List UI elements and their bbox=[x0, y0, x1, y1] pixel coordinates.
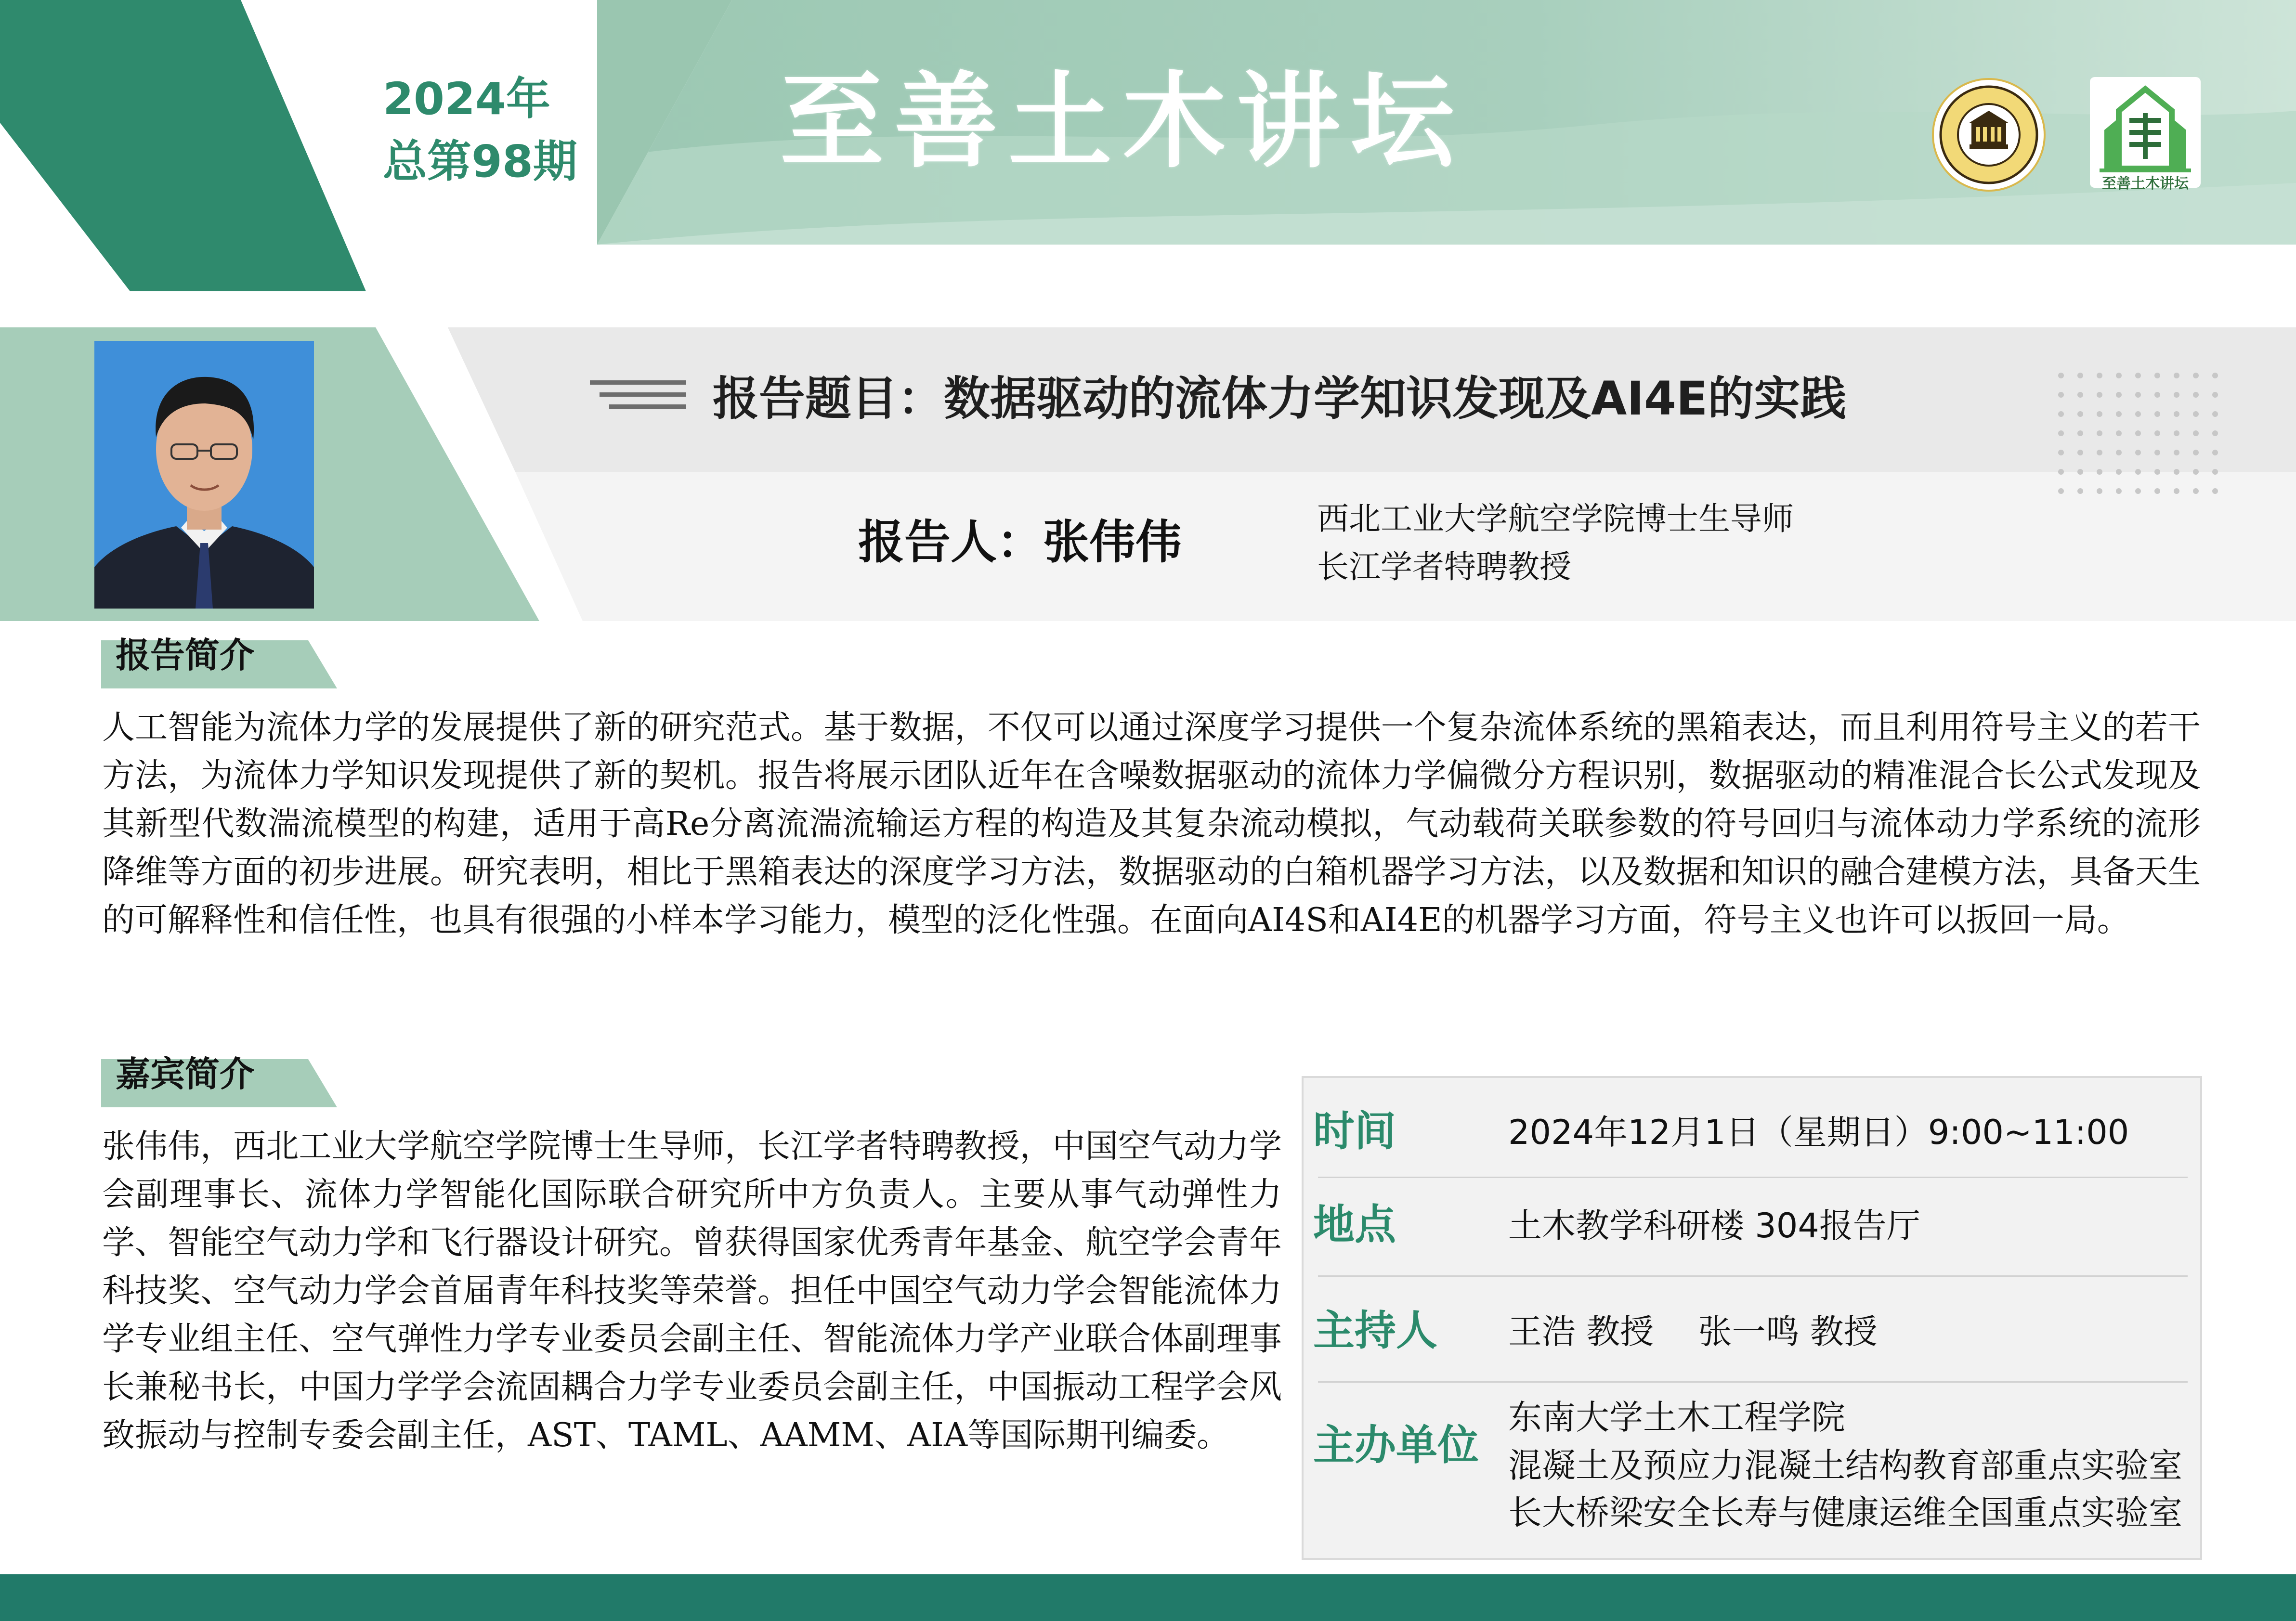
organizer-line-2: 混凝土及预应力混凝土结构教育部重点实验室 bbox=[1508, 1446, 2182, 1485]
speaker-photo bbox=[94, 341, 314, 609]
speaker-affiliation: 西北工业大学航空学院博士生导师 bbox=[1317, 500, 1794, 537]
bio-title: 嘉宾简介 bbox=[116, 1054, 255, 1094]
abstract-text: 人工智能为流体力学的发展提供了新的研究范式。基于数据，不仅可以通过深度学习提供一个复杂流体系统的黑箱表达，而且利用符号主义的若干方法，为流体力学知识发现提供了新的契机。报告将展示团队近年在含噪数据驱动的流体力学偏微分方程识别，数据驱动的精准混合长公式发现及其新型代数湍流模型的构建，适用于高Re分离流湍流输运方程的构造及其复杂流动模拟，气动载荷关联参数的符号回归与流体动力学系统的流形降维等方面的初步进展。研究表明，相比于黑箱表达的深度学习方法，数据驱动的白箱机器学习方法，以及数据和知识的融合建模方法，具备天生的可解释性和信任性，也具有很强的小样本学习能力，模型的泛化性强。在面向AI4S和AI4E的机器学习方面，符号主义也许可以扳回一局。 bbox=[102, 709, 2201, 939]
forum-logo-label: 至善土木讲坛 bbox=[2102, 175, 2189, 192]
speaker-name: 报告人：张伟伟 bbox=[858, 515, 1182, 569]
place-label: 地点 bbox=[1313, 1201, 1396, 1249]
footer-bar bbox=[0, 1574, 2296, 1621]
organizer-line-1: 东南大学土木工程学院 bbox=[1508, 1398, 1845, 1437]
time-value: 2024年12月1日（星期日）9:00~11:00 bbox=[1508, 1113, 2129, 1152]
bio-text: 张伟伟，西北工业大学航空学院博士生导师，长江学者特聘教授，中国空气动力学会副理事长、流体力学智能化国际联合研究所中方负责人。主要从事气动弹性力学、智能空气动力学和飞行器设计研究。曾获得国家优秀青年基金、航空学会青年科技奖、空气动力学会首届青年科技奖等荣誉。担任中国空气动力学会智能流体力学专业组主任、空气弹性力学专业委员会副主任、智能流体力学产业联合体副理事长兼秘书长，中国力学学会流固耦合力学专业委员会副主任，中国振动工程学会风致振动与控制专委会副主任，AST、TAML、AAMM、AIA等国际期刊编委。 bbox=[102, 1128, 1282, 1454]
speaker-title: 长江学者特聘教授 bbox=[1317, 548, 1571, 585]
year-label: 2024年 bbox=[383, 73, 551, 125]
divider bbox=[1318, 1381, 2188, 1383]
organizer-line-3: 长大桥梁安全长寿与健康运维全国重点实验室 bbox=[1508, 1493, 2182, 1532]
abstract-title: 报告简介 bbox=[116, 635, 255, 675]
time-label: 时间 bbox=[1313, 1107, 1396, 1155]
host-value: 王浩 教授 张一鸣 教授 bbox=[1508, 1312, 1878, 1351]
organizer-label: 主办单位 bbox=[1313, 1421, 1479, 1469]
seu-seal-icon bbox=[1931, 77, 2047, 193]
event-info-box bbox=[1302, 1076, 2202, 1560]
place-value: 土木教学科研楼 304报告厅 bbox=[1508, 1206, 1920, 1245]
series-title: 至善土木讲坛 bbox=[780, 61, 1465, 182]
talk-topic: 报告题目：数据驱动的流体力学知识发现及AI4E的实践 bbox=[713, 372, 1847, 426]
host-label: 主持人 bbox=[1313, 1307, 1437, 1355]
issue-number: 总第98期 bbox=[383, 136, 578, 187]
divider bbox=[1318, 1275, 2188, 1277]
divider bbox=[1318, 1177, 2188, 1178]
